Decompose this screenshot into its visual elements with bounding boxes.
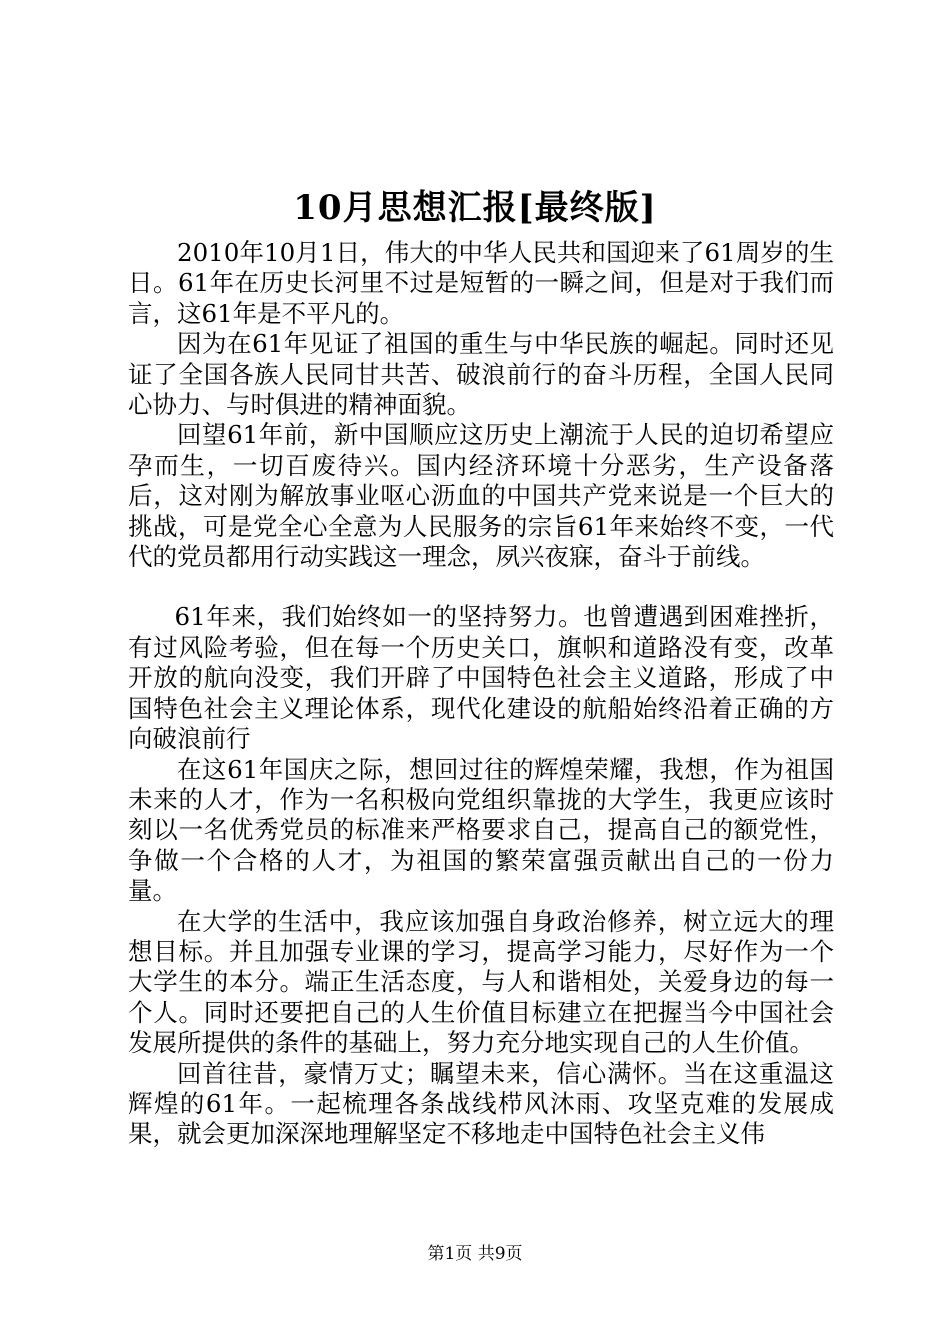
paragraph-4: 61年来，我们始终如一的坚持努力。也曾遭遇到困难挫折，有过风险考验，但在每一个历史关口，旗帜和道路没有变，改革开放的航向没变，我们开辟了中国特色社会主义道路，形成了中国特色社会主义理论体系，现代化建设的航船始终沿着正确的方向破浪前行 <box>128 602 834 754</box>
page-footer: 第1页 共9页 <box>427 1244 523 1264</box>
paragraph-3: 回望61年前，新中国顺应这历史上潮流于人民的迫切希望应孕而生，一切百废待兴。国内经济环境十分恶劣，生产设备落后，这对刚为解放事业呕心沥血的中国共产党来说是一个巨大的挑战，可是党全心全意为人民服务的宗旨61年来始终不变，一代代的党员都用行动实践这一理念，夙兴夜寐，奋斗于前线。 <box>128 420 834 572</box>
paragraph-1: 2010年10月1日，伟大的中华人民共和国迎来了61周岁的生日。61年在历史长河里不过是短暂的一瞬之间，但是对于我们而言，这61年是不平凡的。 <box>128 238 834 328</box>
paragraph-6: 在大学的生活中，我应该加强自身政治修养，树立远大的理想目标。并且加强专业课的学习，提高学习能力，尽好作为一个大学生的本分。端正生活态度，与人和谐相处，关爱身边的每一个人。同时还要把自己的人生价值目标建立在把握当今中国社会发展所提供的条件的基础上，努力充分地实现自己的人生价值。 <box>128 906 834 1058</box>
document-body <box>128 238 834 1150</box>
paragraph-7: 回首往昔，豪情万丈；瞩望未来，信心满怀。当在这重温这辉煌的61年。一起梳理各条战线栉风沐雨、攻坚克难的发展成果，就会更加深深地理解坚定不移地走中国特色社会主义伟 <box>128 1058 834 1149</box>
document-title: 10月思想汇报[最终版] <box>293 188 657 228</box>
paragraph-2: 因为在61年见证了祖国的重生与中华民族的崛起。同时还见证了全国各族人民同甘共苦、破浪前行的奋斗历程，全国人民同心协力、与时俱进的精神面貌。 <box>128 329 834 420</box>
paragraph-5: 在这61年国庆之际，想回过往的辉煌荣耀，我想，作为祖国未来的人才，作为一名积极向党组织靠拢的大学生，我更应该时刻以一名优秀党员的标准来严格要求自己，提高自己的额党性，争做一个合格的人才，为祖国的繁荣富强贡献出自己的一份力量。 <box>128 754 834 906</box>
